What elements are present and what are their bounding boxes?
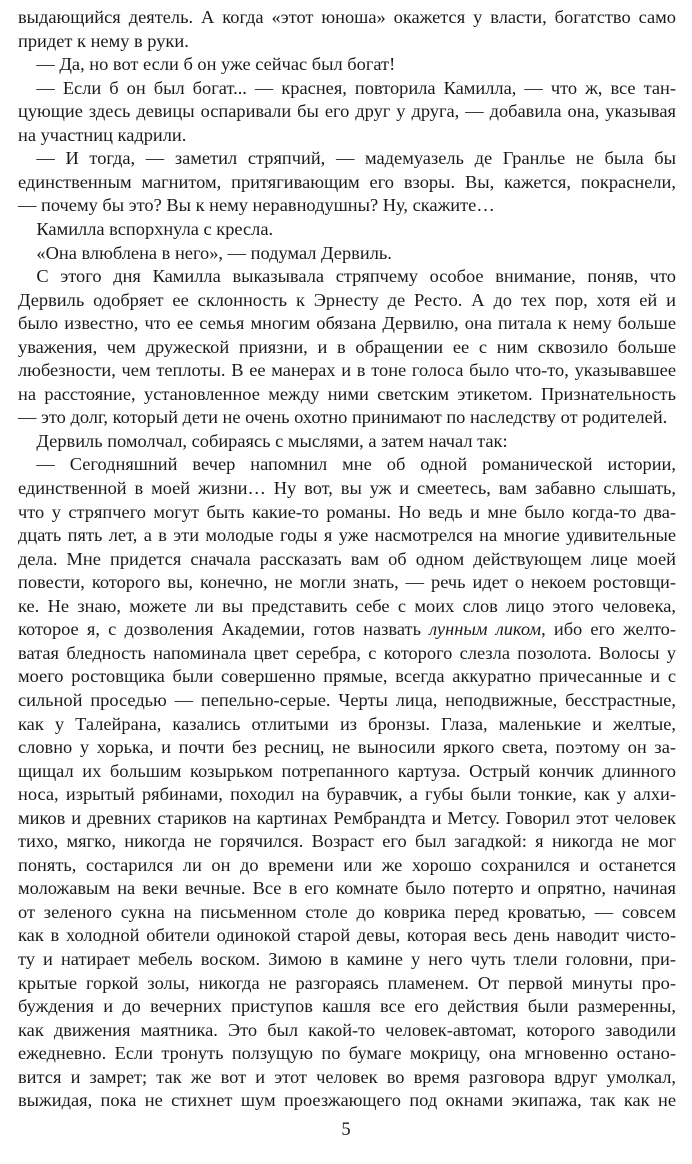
text-line: Камилла вспорхнула с кресла. — [18, 218, 274, 239]
text-line: ке. Не знаю, можете ли вы представить себе с моих слов лицо этого человека, — [18, 595, 676, 616]
text-line: «Она влюблена в него», — подумал Дервиль. — [18, 242, 392, 263]
text-line: выдающийся деятель. А когда «этот юноша» окажется у власти, богатство само — [18, 7, 676, 27]
text-line: любезности, чем теплоты. В ее манерах и в тоне голоса было что-то, указывавшее — [18, 360, 676, 381]
text-line: моего ростовщика были совершенно прямые, всегда аккуратно причесанные и с — [18, 666, 676, 687]
text-line: вится и замрет; так же вот и этот человек во время разговора вдруг умолкал, — [18, 1066, 676, 1087]
text-line: понять, состарился ли он до времени или же хорошо сохранился и останется — [18, 854, 676, 875]
text-line: повести, которого вы, конечно, не могли знать, — речь идет о некоем ростовщи- — [18, 572, 676, 593]
text-line: моложавым на веки вечные. Все в его комнате было потерто и опрятно, начиная — [18, 878, 676, 899]
text-line: — это долг, который дети не очень охотно принимают по наследству от родителей. — [18, 407, 668, 428]
text-line: уважения, чем дружеской приязни, и в обращении ее с ним сквозило больше — [18, 336, 676, 357]
text-line: дела. Мне придется сначала рассказать вам об одном действующем лице моей — [18, 548, 676, 569]
text-line: ежедневно. Если тронуть ползущую по бумаге мокрицу, она мгновенно остано- — [18, 1043, 676, 1064]
text-line: — почему бы это? Вы к нему неравнодушны? Ну, скажите… — [18, 195, 495, 216]
text-line: выжидая, пока не стихнет шум проезжающего под окнами экипажа, так как не — [18, 1090, 676, 1111]
text-line: носа, изрытый рябинами, походил на буравчик, а губы были тонкие, как у алхи- — [18, 784, 676, 805]
text-line: — Если б он был богат... — краснея, повторила Камилла, — что ж, все тан- — [18, 77, 676, 98]
text-line: на участниц кадрили. — [18, 124, 187, 145]
italic-phrase: лунным ликом — [429, 619, 542, 640]
text-line: цующие здесь девицы оспаривали бы его друг у друга, — добавила она, указывая — [18, 101, 676, 122]
text-line: придет к нему в руки. — [18, 30, 189, 51]
text-line: которое я, с дозволения Академии, готов назвать лунным ликом, ибо его желто- — [18, 619, 676, 640]
text-line: от зеленого сукна на письменном столе до коврика перед кроватью, — совсем — [18, 901, 676, 922]
text-line: буждения и до вечерних приступов кашля все его действия были размеренны, — [18, 996, 676, 1017]
text-line: — И тогда, — заметил стряпчий, — мадемуазель де Гранлье не была бы — [18, 148, 676, 169]
text-line: щищал их большим козырьком потрепанного картуза. Острый кончик длинного — [18, 760, 676, 781]
text-line: единственной в моей жизни… Ну вот, вы уж и смеетесь, вам забавно слышать, — [18, 478, 676, 498]
text-line: Дервиль одобряет ее склонность к Эрнесту де Ресто. А до тех пор, хотя ей и — [18, 289, 676, 310]
text-line: — Да, но вот если б он уже сейчас был богат! — [18, 54, 396, 75]
text-line: крытые горкой золы, никогда не разгораясь пламенем. От первой минуты про- — [18, 972, 676, 993]
text-line: сильной проседью — пепельно-серые. Черты лица, неподвижные, бесстрастные, — [18, 689, 676, 710]
text-line: миков и древних стариков на картинах Рембрандта и Метсу. Говорил этот человек — [18, 807, 676, 828]
text-line: ту и натирает мебель воском. Зимою в камине у него чуть тлели головни, при- — [18, 949, 676, 969]
text-line: ватая бледность напоминала цвет серебра, с которого слезла позолота. Волосы у — [18, 642, 676, 663]
text-line: Дервиль помолчал, собираясь с мыслями, а затем начал так: — [18, 430, 508, 451]
text-line: словно у хорька, и почти без ресниц, не выносили яркого света, поэтому он за- — [18, 737, 676, 758]
text-line: дцать пять лет, а в эти молодые годы я уже насмотрелся на многие удивительные — [18, 525, 676, 546]
text-line: С этого дня Камилла выказывала стряпчему особое внимание, поняв, что — [18, 266, 676, 287]
text-line: как у Талейрана, казались отлитыми из бронзы. Глаза, маленькие и желтые, — [18, 713, 676, 734]
text-line: как в холодной обители одинокой старой девы, которая весь день наводит чисто- — [18, 925, 676, 946]
text-line: тихо, мягко, никогда не горячился. Возраст его был загадкой: я никогда не мог — [18, 831, 676, 852]
text-line: — Сегодняшний вечер напомнил мне об одной романической истории, — [18, 454, 676, 475]
text-line: единственным магнитом, притягивающим его взоры. Вы, кажется, покраснели, — [18, 171, 676, 192]
text-line: что у стряпчего могут быть какие-то романы. Но ведь и мне было когда-то два- — [18, 501, 676, 522]
page-number: 5 — [341, 1120, 351, 1140]
text-line: как движения маятника. Это был какой-то человек-автомат, которого заводили — [18, 1019, 676, 1040]
text-line: было известно, что ее семья многим обязана Дервилю, она питала к нему больше — [18, 313, 676, 334]
text-line: на расстояние, установленное между ними светским этикетом. Признательность — [18, 383, 676, 404]
